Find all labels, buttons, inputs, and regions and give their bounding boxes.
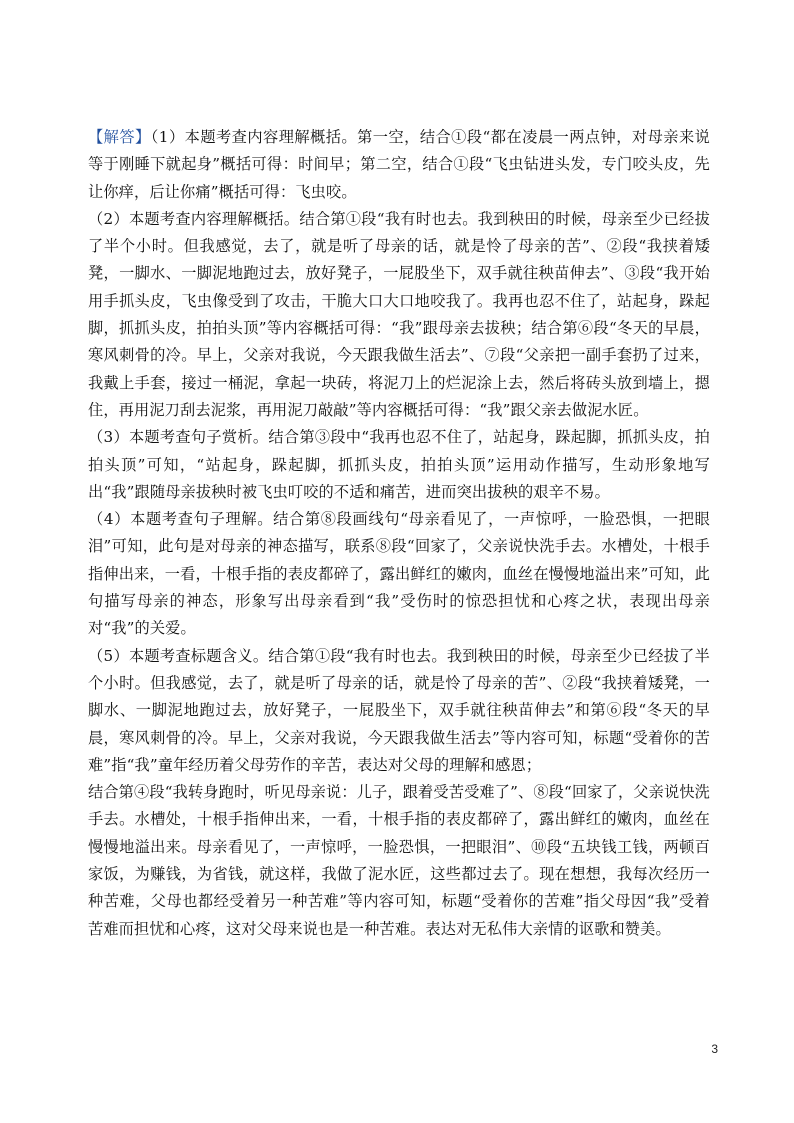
answer-section [88, 124, 710, 943]
answer-paragraph-3: （3）本题考查句子赏析。结合第③段中“我再也忍不住了，站起身，跺起脚，抓抓头皮，拍拍头顶”可知，“站起身，跺起脚，抓抓头皮，拍拍头顶”运用动作描写，生动形象地写出“我”跟随母亲拔秧时被飞虫叮咬的不适和痛苦，进而突出拔秧的艰辛不易。 [88, 428, 710, 501]
answer-paragraph-2: （2）本题考查内容理解概括。结合第①段“我有时也去。我到秧田的时候，母亲至少已经拔了半个小时。但我感觉，去了，就是听了母亲的话，就是怜了母亲的苦”、②段“我挟着矮凳，一脚水、一脚泥地跑过去，放好凳子，一屁股坐下，双手就往秧苗伸去”、③段“我开始用手抓头皮，飞虫像受到了攻击，干脆大口大口地咬我了。我再也忍不住了，站起身，跺起脚，抓抓头皮，拍拍头顶”等内容概括可得：“我”跟母亲去拔秧；结合第⑥段“冬天的早晨，寒风刺骨的冷。早上，父亲对我说，今天跟我做生活去”、⑦段“父亲把一副手套扔了过来，我戴上手套，接过一桶泥，拿起一块砖，将泥刀上的烂泥涂上去，然后将砖头放到墙上，摁住，再用泥刀刮去泥浆，再用泥刀敲敲”等内容概括可得：“我”跟父亲去做泥水匠。 [88, 209, 710, 419]
answer-paragraph-4: （4）本题考查句子理解。结合第⑧段画线句“母亲看见了，一声惊呼，一脸恐惧，一把眼泪”可知，此句是对母亲的神态描写，联系⑧段“回家了，父亲说快洗手去。水槽处，十根手指伸出来，一看，十根手指的表皮都碎了，露出鲜红的嫩肉，血丝在慢慢地溢出来”可知，此句描写母亲的神态，形象写出母亲看到“我”受伤时的惊恐担忧和心疼之状，表现出母亲对“我”的关爱。 [88, 510, 710, 638]
answer-paragraph-text: （1）本题考查内容理解概括。第一空，结合①段“都在凌晨一两点钟，对母亲来说等于刚睡下就起身”概括可得：时间早；第二空，结合①段“飞虫钻进头发，专门咬头皮，先让你痒，后让你痛”概括可得：飞虫咬。 [88, 128, 710, 201]
page-number: 3 [711, 1042, 718, 1056]
answer-paragraph-5: （5）本题考查标题含义。结合第①段“我有时也去。我到秧田的时候，母亲至少已经拔了半个小时。但我感觉，去了，就是听了母亲的话，就是怜了母亲的苦”、②段“我挟着矮凳，一脚水、一脚泥地跑过去，放好凳子，一屁股坐下，双手就往秧苗伸去”和第⑥段“冬天的早晨，寒风刺骨的冷。早上，父亲对我说，今天跟我做生活去”等内容可知，标题“受着你的苦难”指“我”童年经历着父母劳作的辛苦，表达对父母的理解和感恩； [88, 646, 710, 774]
answer-tag: 【解答】 [88, 128, 151, 146]
answer-paragraph-6: 结合第④段“我转身跑时，听见母亲说：儿子，跟着受苦受难了”、⑧段“回家了，父亲说快洗手去。水槽处，十根手指伸出来，一看，十根手指的表皮都碎了，露出鲜红的嫩肉，血丝在慢慢地溢出来。母亲看见了，一声惊呼，一脸恐惧，一把眼泪”、⑩段“五块钱工钱，两顿百家饭，为赚钱，为省钱，就这样，我做了泥水匠，这些都过去了。现在想想，我每次经历一种苦难，父母也都经受着另一种苦难”等内容可知，标题“受着你的苦难”指父母因“我”受着苦难而担忧和心疼，这对父母来说也是一种苦难。表达对无私伟大亲情的讴歌和赞美。 [88, 783, 710, 938]
answer-paragraph-1 [88, 124, 710, 206]
